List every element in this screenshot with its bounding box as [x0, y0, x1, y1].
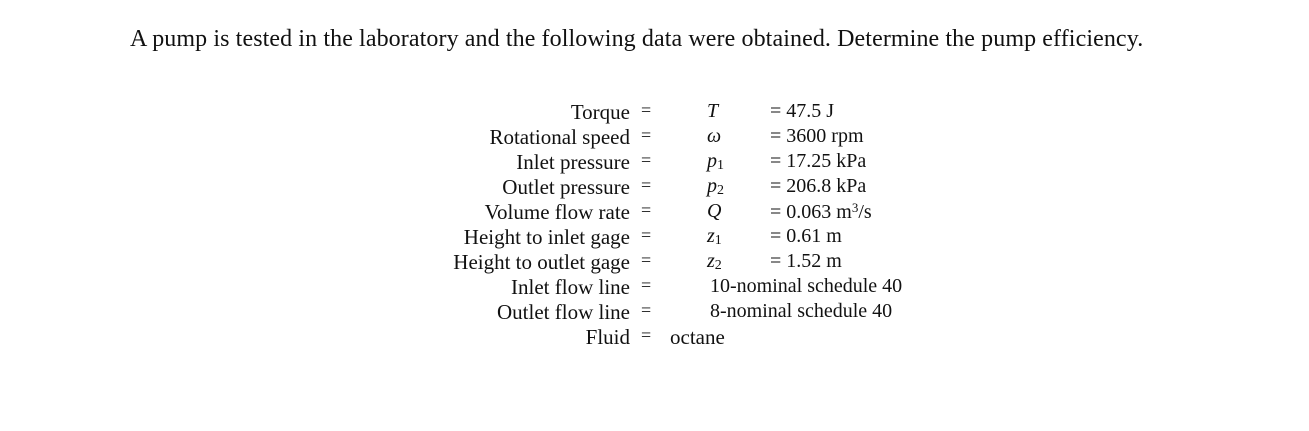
row-outlet-flow-line — [400, 300, 960, 325]
row-value: = 0.063 $m^3/s$ — [770, 200, 872, 223]
row-label: Height to outlet gage — [453, 250, 630, 274]
row-value: 10-nominal schedule 40 — [710, 275, 903, 297]
equals-sign: = — [641, 325, 652, 345]
problem-statement: A pump is tested in the laboratory and the following data were obtained. Determine the pump efficiency. — [130, 26, 1144, 52]
equals-sign: = — [641, 125, 652, 145]
row-inlet-flow-line — [400, 275, 960, 300]
row-value: = 206.8 kPa — [770, 175, 867, 197]
row-fluid — [400, 325, 960, 350]
symbol: $z_2$ — [707, 250, 722, 273]
equals-sign: = — [641, 300, 652, 320]
row-height-inlet-gage — [400, 225, 960, 250]
row-value: octane — [670, 325, 725, 349]
symbol: $z_1$ — [707, 225, 722, 248]
row-value: = 0.61 m — [770, 225, 842, 247]
equals-sign: = — [641, 250, 652, 270]
row-value: = 17.25 kPa — [770, 150, 867, 172]
equals-sign: = — [641, 225, 652, 245]
symbol: $p_2$ — [707, 175, 724, 198]
row-height-outlet-gage — [400, 250, 960, 275]
row-label: Outlet flow line — [497, 300, 630, 324]
row-label: Rotational speed — [489, 125, 630, 149]
row-value: = 1.52 m — [770, 250, 842, 272]
row-value: = 3600 rpm — [770, 125, 864, 147]
symbol: ω — [707, 125, 722, 147]
row-outlet-pressure — [400, 175, 960, 200]
equals-sign: = — [641, 100, 652, 120]
row-inlet-pressure — [400, 150, 960, 175]
equals-sign: = — [641, 275, 652, 295]
row-label: Inlet flow line — [511, 275, 630, 299]
equals-sign: = — [641, 175, 652, 195]
row-value: = 47.5 J — [770, 100, 835, 122]
equals-sign: = — [641, 150, 652, 170]
data-table — [400, 100, 960, 360]
symbol: T — [707, 100, 719, 122]
row-label: Height to inlet gage — [463, 225, 630, 249]
symbol: Q — [707, 200, 722, 222]
row-label: Fluid — [585, 325, 630, 349]
row-volume-flow-rate — [400, 200, 960, 225]
equals-sign: = — [641, 200, 652, 220]
row-label: Inlet pressure — [516, 150, 630, 174]
row-label: Volume flow rate — [484, 200, 630, 224]
symbol: $p_1$ — [707, 150, 724, 173]
row-value: 8-nominal schedule 40 — [710, 300, 893, 322]
row-rotational-speed — [400, 125, 960, 150]
row-label: Torque — [570, 100, 630, 124]
row-label: Outlet pressure — [502, 175, 630, 199]
row-torque — [400, 100, 960, 125]
